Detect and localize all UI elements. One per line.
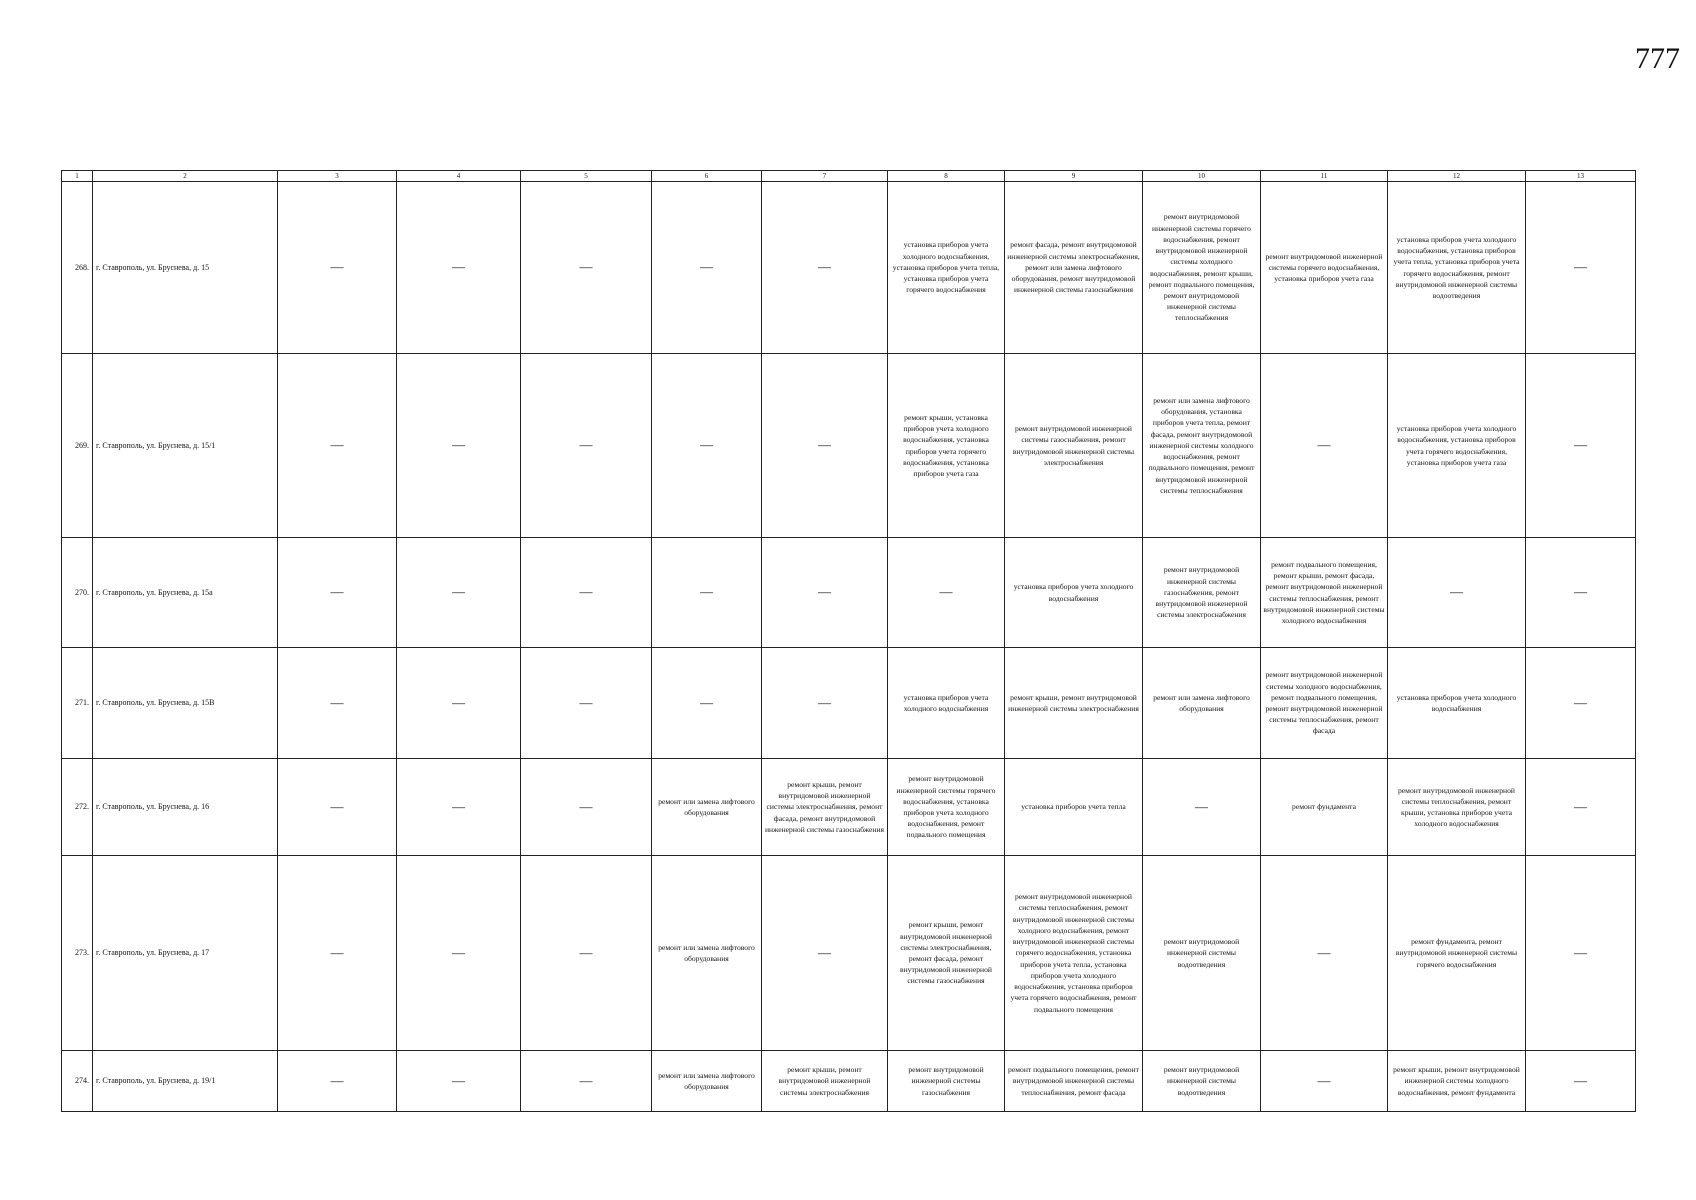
work-type-cell: ремонт внутридомовой инженерной системы газоснабжения, ремонт внутридомовой инженерной системы электроснабжения xyxy=(1005,354,1143,538)
empty-cell xyxy=(1526,856,1636,1051)
empty-cell xyxy=(397,1051,521,1112)
address-cell: г. Ставрополь, ул. Бруснева, д. 15В xyxy=(93,648,278,759)
repair-schedule-table xyxy=(61,170,1636,1112)
work-type-cell: установка приборов учета холодного водоснабжения, установка приборов учета тепла, установка приборов учета горячего водоснабжения, ремонт внутридомовой инженерной системы водоотведения xyxy=(1388,182,1526,354)
table-row xyxy=(62,182,1636,354)
dash-mark: — xyxy=(700,437,713,453)
column-number-header: 2 xyxy=(93,171,278,182)
empty-cell xyxy=(888,538,1005,648)
empty-cell xyxy=(1526,1051,1636,1112)
empty-cell xyxy=(652,354,762,538)
work-type-cell: ремонт фундамента xyxy=(1261,759,1388,856)
dash-mark: — xyxy=(1574,694,1587,710)
work-type-cell: ремонт крыши, ремонт внутридомовой инженерной системы электроснабжения, ремонт фасада, ремонт внутридомовой инженерной системы газоснабжения xyxy=(888,856,1005,1051)
row-number: 273. xyxy=(62,856,93,1051)
dash-mark: — xyxy=(579,944,593,960)
column-number-header: 12 xyxy=(1388,171,1526,182)
empty-cell xyxy=(397,538,521,648)
dash-mark: — xyxy=(452,259,465,275)
row-number: 274. xyxy=(62,1051,93,1112)
work-type-cell: ремонт внутридомовой инженерной системы горячего водоснабжения, установка приборов учета холодного водоснабжения, ремонт подвального помещения xyxy=(888,759,1005,856)
work-type-cell: ремонт внутридомовой инженерной системы газоснабжения xyxy=(888,1051,1005,1112)
work-type-cell: установка приборов учета холодного водоснабжения, установка приборов учета тепла, установка приборов учета горячего водоснабжения xyxy=(888,182,1005,354)
dash-mark: — xyxy=(1317,437,1331,453)
work-type-cell: ремонт крыши, ремонт внутридомовой инженерной системы электроснабжения xyxy=(1005,648,1143,759)
dash-mark: — xyxy=(330,584,344,600)
empty-cell xyxy=(1261,354,1388,538)
column-number-header: 5 xyxy=(521,171,652,182)
dash-mark: — xyxy=(579,437,593,453)
table-row xyxy=(62,354,1636,538)
column-number-header: 4 xyxy=(397,171,521,182)
dash-mark: — xyxy=(452,944,465,960)
empty-cell xyxy=(521,354,652,538)
column-number-header: 8 xyxy=(888,171,1005,182)
dash-mark: — xyxy=(700,584,713,600)
address-cell: г. Ставрополь, ул. Бруснева, д. 15 xyxy=(93,182,278,354)
work-type-cell: ремонт внутридомовой инженерной системы теплоснабжения, ремонт внутридомовой инженерной системы холодного водоснабжения, ремонт внутридомовой инженерной системы горячего водоснабжения, установка приборов учета тепла, установка приборов учета холодного водоснабжения, установка приборов учета горячего водоснабжения, ремонт подвального помещения xyxy=(1005,856,1143,1051)
dash-mark: — xyxy=(1317,944,1331,960)
empty-cell xyxy=(762,538,888,648)
empty-cell xyxy=(278,856,397,1051)
empty-cell xyxy=(397,182,521,354)
empty-cell xyxy=(1526,354,1636,538)
table-row xyxy=(62,1051,1636,1112)
work-type-cell: ремонт или замена лифтового оборудования xyxy=(1143,648,1261,759)
empty-cell xyxy=(278,538,397,648)
empty-cell xyxy=(1143,759,1261,856)
work-type-cell: ремонт внутридомовой инженерной системы газоснабжения, ремонт внутридомовой инженерной системы электроснабжения xyxy=(1143,538,1261,648)
dash-mark: — xyxy=(1317,1072,1331,1088)
work-type-cell: ремонт крыши, ремонт внутридомовой инженерной системы электроснабжения xyxy=(762,1051,888,1112)
dash-mark: — xyxy=(330,259,344,275)
work-type-cell: ремонт внутридомовой инженерной системы водоотведения xyxy=(1143,856,1261,1051)
dash-mark: — xyxy=(818,694,831,710)
empty-cell xyxy=(397,648,521,759)
dash-mark: — xyxy=(330,1072,344,1088)
dash-mark: — xyxy=(1195,798,1208,814)
empty-cell xyxy=(521,856,652,1051)
work-type-cell: ремонт или замена лифтового оборудования xyxy=(652,759,762,856)
empty-cell xyxy=(1388,538,1526,648)
work-type-cell: ремонт фундамента, ремонт внутридомовой инженерной системы горячего водоснабжения xyxy=(1388,856,1526,1051)
column-number-header: 3 xyxy=(278,171,397,182)
work-type-cell: ремонт внутридомовой инженерной системы водоотведения xyxy=(1143,1051,1261,1112)
work-type-cell: установка приборов учета холодного водоснабжения, установка приборов учета горячего водоснабжения, установка приборов учета газа xyxy=(1388,354,1526,538)
dash-mark: — xyxy=(579,259,593,275)
empty-cell xyxy=(762,182,888,354)
empty-cell xyxy=(1261,856,1388,1051)
empty-cell xyxy=(521,1051,652,1112)
empty-cell xyxy=(521,759,652,856)
address-cell: г. Ставрополь, ул. Бруснева, д. 16 xyxy=(93,759,278,856)
work-type-cell: ремонт внутридомовой инженерной системы горячего водоснабжения, ремонт внутридомовой инженерной системы холодного водоснабжения, ремонт крыши, ремонт подвального помещения, ремонт внутридомовой инженерной системы теплоснабжения xyxy=(1143,182,1261,354)
empty-cell xyxy=(652,648,762,759)
work-type-cell: ремонт или замена лифтового оборудования, установка приборов учета тепла, ремонт фасада, ремонт внутридомовой инженерной системы холодного водоснабжения, ремонт подвального помещения, ремонт внутридомовой инженерной системы теплоснабжения xyxy=(1143,354,1261,538)
row-number: 269. xyxy=(62,354,93,538)
empty-cell xyxy=(1526,759,1636,856)
dash-mark: — xyxy=(1574,437,1587,453)
work-type-cell: ремонт подвального помещения, ремонт крыши, ремонт фасада, ремонт внутридомовой инженерной системы теплоснабжения, ремонт внутридомовой инженерной системы холодного водоснабжения xyxy=(1261,538,1388,648)
empty-cell xyxy=(762,856,888,1051)
dash-mark: — xyxy=(1574,584,1587,600)
address-cell: г. Ставрополь, ул. Бруснева, д. 19/1 xyxy=(93,1051,278,1112)
column-number-header: 10 xyxy=(1143,171,1261,182)
empty-cell xyxy=(278,759,397,856)
empty-cell xyxy=(278,648,397,759)
dash-mark: — xyxy=(700,259,713,275)
work-type-cell: ремонт внутридомовой инженерной системы холодного водоснабжения, ремонт подвального помещения, ремонт внутридомовой инженерной системы теплоснабжения, ремонт фасада xyxy=(1261,648,1388,759)
address-cell: г. Ставрополь, ул. Бруснева, д. 15а xyxy=(93,538,278,648)
column-number-header: 11 xyxy=(1261,171,1388,182)
dash-mark: — xyxy=(330,798,344,814)
dash-mark: — xyxy=(452,437,465,453)
dash-mark: — xyxy=(330,437,344,453)
row-number: 270. xyxy=(62,538,93,648)
empty-cell xyxy=(1261,1051,1388,1112)
empty-cell xyxy=(762,354,888,538)
row-number: 271. xyxy=(62,648,93,759)
work-type-cell: установка приборов учета холодного водоснабжения xyxy=(888,648,1005,759)
table-row xyxy=(62,856,1636,1051)
dash-mark: — xyxy=(818,584,831,600)
work-type-cell: ремонт или замена лифтового оборудования xyxy=(652,856,762,1051)
empty-cell xyxy=(278,182,397,354)
empty-cell xyxy=(1526,648,1636,759)
column-number-header: 6 xyxy=(652,171,762,182)
column-number-header: 13 xyxy=(1526,171,1636,182)
work-type-cell: ремонт внутридомовой инженерной системы теплоснабжения, ремонт крыши, установка приборов учета холодного водоснабжения xyxy=(1388,759,1526,856)
column-number-header: 9 xyxy=(1005,171,1143,182)
work-type-cell: ремонт фасада, ремонт внутридомовой инженерной системы электроснабжения, ремонт или замена лифтового оборудования, ремонт внутридомовой инженерной системы газоснабжения xyxy=(1005,182,1143,354)
table-row xyxy=(62,538,1636,648)
dash-mark: — xyxy=(452,798,465,814)
dash-mark: — xyxy=(700,694,713,710)
empty-cell xyxy=(652,182,762,354)
dash-mark: — xyxy=(330,694,344,710)
work-type-cell: установка приборов учета холодного водоснабжения xyxy=(1005,538,1143,648)
column-number-header: 7 xyxy=(762,171,888,182)
empty-cell xyxy=(397,759,521,856)
empty-cell xyxy=(278,1051,397,1112)
address-cell: г. Ставрополь, ул. Бруснева, д. 17 xyxy=(93,856,278,1051)
dash-mark: — xyxy=(452,1072,465,1088)
work-type-cell: ремонт крыши, ремонт внутридомовой инженерной системы холодного водоснабжения, ремонт фундамента xyxy=(1388,1051,1526,1112)
address-cell: г. Ставрополь, ул. Бруснева, д. 15/1 xyxy=(93,354,278,538)
row-number: 272. xyxy=(62,759,93,856)
page-number: 777 xyxy=(1635,42,1680,75)
work-type-cell: установка приборов учета холодного водоснабжения xyxy=(1388,648,1526,759)
dash-mark: — xyxy=(579,694,593,710)
dash-mark: — xyxy=(579,798,593,814)
work-type-cell: установка приборов учета тепла xyxy=(1005,759,1143,856)
empty-cell xyxy=(1526,538,1636,648)
row-number: 268. xyxy=(62,182,93,354)
work-type-cell: ремонт крыши, установка приборов учета холодного водоснабжения, установка приборов учета горячего водоснабжения, установка приборов учета газа xyxy=(888,354,1005,538)
dash-mark: — xyxy=(452,584,465,600)
dash-mark: — xyxy=(1450,584,1463,600)
empty-cell xyxy=(521,648,652,759)
dash-mark: — xyxy=(818,944,831,960)
empty-cell xyxy=(521,182,652,354)
dash-mark: — xyxy=(1574,798,1587,814)
dash-mark: — xyxy=(330,944,344,960)
dash-mark: — xyxy=(1574,259,1587,275)
dash-mark: — xyxy=(939,584,953,600)
work-type-cell: ремонт внутридомовой инженерной системы горячего водоснабжения, установка приборов учета газа xyxy=(1261,182,1388,354)
dash-mark: — xyxy=(452,694,465,710)
dash-mark: — xyxy=(818,437,831,453)
work-type-cell: ремонт крыши, ремонт внутридомовой инженерной системы электроснабжения, ремонт фасада, ремонт внутридомовой инженерной системы газоснабжения xyxy=(762,759,888,856)
dash-mark: — xyxy=(1574,944,1587,960)
table-row xyxy=(62,759,1636,856)
dash-mark: — xyxy=(1574,1072,1587,1088)
empty-cell xyxy=(1526,182,1636,354)
table-body xyxy=(62,171,1636,1112)
column-number-header: 1 xyxy=(62,171,93,182)
work-type-cell: ремонт подвального помещения, ремонт внутридомовой инженерной системы теплоснабжения, ремонт фасада xyxy=(1005,1051,1143,1112)
dash-mark: — xyxy=(579,584,593,600)
dash-mark: — xyxy=(818,259,831,275)
empty-cell xyxy=(278,354,397,538)
empty-cell xyxy=(397,856,521,1051)
empty-cell xyxy=(397,354,521,538)
header-row xyxy=(62,171,1636,182)
work-type-cell: ремонт или замена лифтового оборудования xyxy=(652,1051,762,1112)
empty-cell xyxy=(762,648,888,759)
dash-mark: — xyxy=(579,1072,593,1088)
empty-cell xyxy=(521,538,652,648)
empty-cell xyxy=(652,538,762,648)
table-row xyxy=(62,648,1636,759)
